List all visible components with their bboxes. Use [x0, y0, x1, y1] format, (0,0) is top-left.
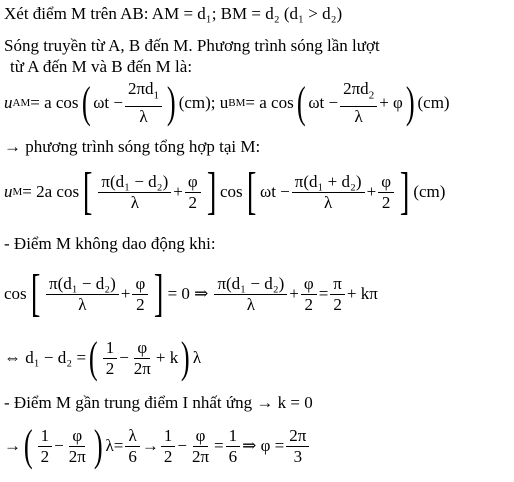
omega-t: ωt −: [260, 182, 290, 201]
num: π(d₁ − d₂): [98, 172, 171, 193]
fraction-2pid1: [125, 79, 162, 126]
fraction-diff: [46, 274, 119, 315]
num: π(d₁ − d₂): [46, 274, 119, 295]
plus: +: [173, 182, 183, 201]
num: 2πd: [343, 79, 369, 99]
cos: cos: [220, 182, 243, 201]
den: 2: [304, 294, 314, 314]
plus-phi: + φ: [379, 93, 403, 112]
eq-text: = 2a cos: [22, 182, 80, 201]
eq-zero: = 0 ⇒: [167, 284, 209, 303]
fraction-phi-2b: [301, 274, 317, 315]
den: 2π: [191, 446, 210, 466]
bracket-right: ]: [154, 265, 164, 322]
num: 1: [103, 338, 118, 359]
sub-m: M: [12, 186, 23, 198]
equation-final-phi: [4, 418, 311, 474]
omega-t: ωt −: [93, 93, 123, 112]
den: 2: [333, 294, 342, 314]
fraction-phi-2pi: [66, 426, 89, 467]
num: φ: [193, 426, 209, 447]
arrow: →: [4, 436, 21, 455]
plus-2: +: [366, 182, 377, 201]
fraction-2pid2: [340, 79, 377, 126]
fraction-1-2b: [161, 426, 176, 467]
den: 2: [40, 446, 50, 466]
num: φ: [69, 426, 85, 447]
den: 2: [163, 446, 173, 466]
paren-left: (: [88, 333, 98, 382]
sub-bm: BM: [228, 97, 246, 109]
num: 2πd: [127, 79, 154, 99]
den: 2: [188, 192, 198, 212]
arrow-2: →: [141, 436, 159, 455]
bracket-left: [: [82, 163, 93, 220]
sub-am: AM: [12, 97, 31, 109]
equals-2: =: [214, 436, 224, 455]
plus: +: [120, 284, 131, 303]
num: π: [330, 274, 345, 295]
num: π(d₁ − d₂): [214, 274, 287, 295]
fraction-phi-2b: [378, 172, 394, 213]
fraction-phi-2: [185, 172, 201, 213]
text-line-3: từ A đến M và B đến M là:: [10, 57, 193, 76]
fraction-phi-2: [132, 274, 148, 315]
paren-right: ): [166, 78, 176, 127]
var-u: u: [4, 93, 13, 112]
num: φ: [185, 172, 201, 193]
plus-kpi: + kπ: [346, 284, 378, 303]
equiv-text: ⇔ d₁ − d₂ =: [4, 348, 87, 367]
fraction-lambda-6: [125, 426, 140, 467]
num: λ: [125, 426, 139, 447]
eq-text: = a cos: [30, 93, 79, 112]
unit-cm: (cm): [413, 182, 446, 201]
minus: −: [119, 348, 129, 367]
den: λ: [246, 294, 255, 314]
text-line-5: - Điểm M không dao động khi:: [4, 234, 216, 253]
paren-right: ): [93, 421, 103, 470]
unit-cm: (cm): [417, 93, 450, 112]
den: 6: [128, 446, 137, 466]
cos: cos: [4, 284, 27, 303]
bracket-left: [: [30, 265, 41, 322]
lambda: λ: [192, 348, 202, 367]
den: λ: [78, 294, 87, 314]
num: 1: [161, 426, 176, 447]
den: 2π: [133, 358, 151, 378]
num: 1: [38, 426, 53, 447]
bracket-right: ]: [206, 163, 217, 220]
paren-left-2: (: [296, 78, 306, 127]
equals: =: [318, 284, 329, 303]
den: 2: [381, 192, 391, 212]
num: 1: [226, 426, 241, 447]
fraction-1-2: [103, 338, 118, 379]
fraction-phi-2pi: [131, 338, 154, 379]
den: λ: [130, 192, 139, 212]
equation-wave-am-bm: [4, 80, 450, 126]
text-line-6: - Điểm M gần trung điểm I nhất ứng → k = 0: [4, 393, 313, 412]
den: 2π: [68, 446, 86, 466]
var-u: u: [4, 182, 13, 201]
equation-node-condition: [4, 266, 378, 322]
den: 2: [105, 358, 115, 378]
den: 2: [136, 294, 145, 314]
den: λ: [324, 192, 333, 212]
fraction-diff-2: [214, 274, 287, 315]
paren-right: ): [181, 333, 190, 382]
plus-2: +: [289, 284, 299, 303]
den: 6: [228, 446, 238, 466]
fraction-sum: [292, 172, 365, 213]
equals: =: [113, 436, 124, 455]
equation-total-wave: [4, 164, 445, 220]
paren-right-2: ): [405, 78, 415, 127]
den: λ: [139, 106, 148, 126]
fraction-diff: [98, 172, 171, 213]
eq-text-2: = a cos: [245, 93, 294, 112]
text-line-4: → phương trình sóng tổng hợp tại M:: [4, 137, 261, 156]
unit-text: (cm); u: [178, 93, 229, 112]
sub: 2: [368, 89, 375, 102]
num: π(d₁ + d₂): [292, 172, 365, 193]
sub: 1: [153, 89, 160, 102]
fraction-2pi-3: [286, 426, 309, 467]
fraction-1-2: [38, 426, 53, 467]
implies-phi: ⇒ φ =: [242, 436, 285, 455]
paren-left: (: [23, 421, 33, 470]
text-line-1: Xét điểm M trên AB: AM = d₁; BM = d₂ (d₁ > d₂): [4, 4, 343, 23]
num: 2π: [286, 426, 309, 447]
omega-t-2: ωt −: [308, 93, 339, 112]
equation-d1-d2: [4, 332, 201, 384]
num: φ: [132, 274, 148, 295]
bracket-right-2: ]: [399, 163, 410, 220]
num: φ: [134, 338, 150, 359]
minus-2: −: [177, 436, 187, 455]
plus-k: + k: [155, 348, 179, 367]
fraction-phi-2pi-b: [189, 426, 212, 467]
lambda: λ: [105, 436, 114, 455]
fraction-pi-2: [330, 274, 345, 315]
bracket-left-2: [: [246, 163, 257, 220]
paren-left: (: [81, 78, 91, 127]
den: 3: [293, 446, 303, 466]
text-line-2: Sóng truyền từ A, B đến M. Phương trình sóng lần lượt: [4, 36, 380, 55]
num: φ: [378, 172, 394, 193]
fraction-1-6: [226, 426, 241, 467]
den: λ: [354, 106, 363, 126]
num: φ: [301, 274, 317, 295]
minus: −: [54, 436, 64, 455]
